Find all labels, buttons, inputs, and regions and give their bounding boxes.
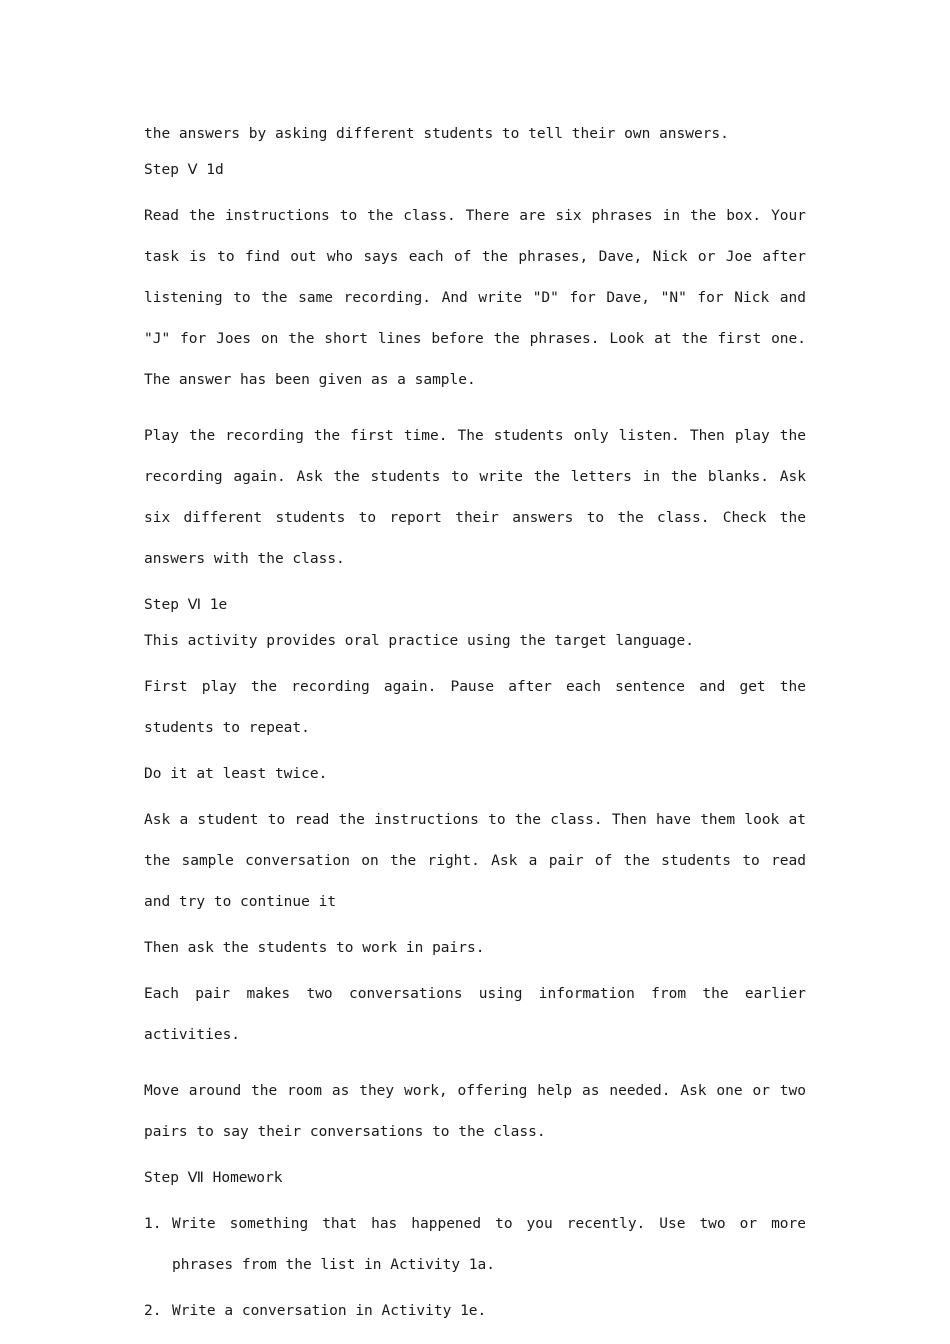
step-5-heading: Step Ⅴ 1d	[144, 162, 224, 178]
homework-number: 2.	[144, 1303, 162, 1319]
step-6-conversations: Each pair makes two conversations using information from the earlier activities.	[144, 986, 806, 1043]
step-5-recording: Play the recording the first time. The students only listen. Then play the recording again. Ask the students to write the letters in the blanks. Ask six different students to report their answers to the class. Check the answers with the class.	[144, 428, 806, 567]
homework-text: Write something that has happened to you recently. Use two or more phrases from the list in Activity 1a.	[172, 1216, 806, 1273]
step-6-pairs: Then ask the students to work in pairs.	[144, 940, 485, 956]
document-body	[144, 124, 806, 1337]
step-6-sample-conversation: Ask a student to read the instructions to the class. Then have them look at the sample conversation on the right. Ask a pair of the students to read and try to continue it	[144, 812, 806, 910]
step-6-twice: Do it at least twice.	[144, 766, 328, 782]
paragraph-continuation: the answers by asking different students to tell their own answers.	[144, 126, 729, 142]
homework-item	[144, 1301, 806, 1322]
step-6-intro: This activity provides oral practice using the target language.	[144, 633, 694, 649]
homework-item	[144, 1204, 806, 1286]
homework-number: 1.	[144, 1216, 162, 1232]
step-6-heading: Step Ⅵ 1e	[144, 597, 228, 613]
step-6-move-around: Move around the room as they work, offering help as needed. Ask one or two pairs to say their conversations to the class.	[144, 1083, 806, 1140]
homework-text: Write a conversation in Activity 1e.	[172, 1303, 487, 1319]
step-5-instructions: Read the instructions to the class. There are six phrases in the box. Your task is to find out who says each of the phrases, Dave, Nick or Joe after listening to the same recording. And write "D" for Dave, "N" for Nick and "J" for Joes on the short lines before the phrases. Look at the first one. The answer has been given as a sample.	[144, 208, 806, 388]
step-6-repeat: First play the recording again. Pause after each sentence and get the students to repeat.	[144, 679, 806, 736]
step-7-heading: Step Ⅶ Homework	[144, 1170, 283, 1186]
